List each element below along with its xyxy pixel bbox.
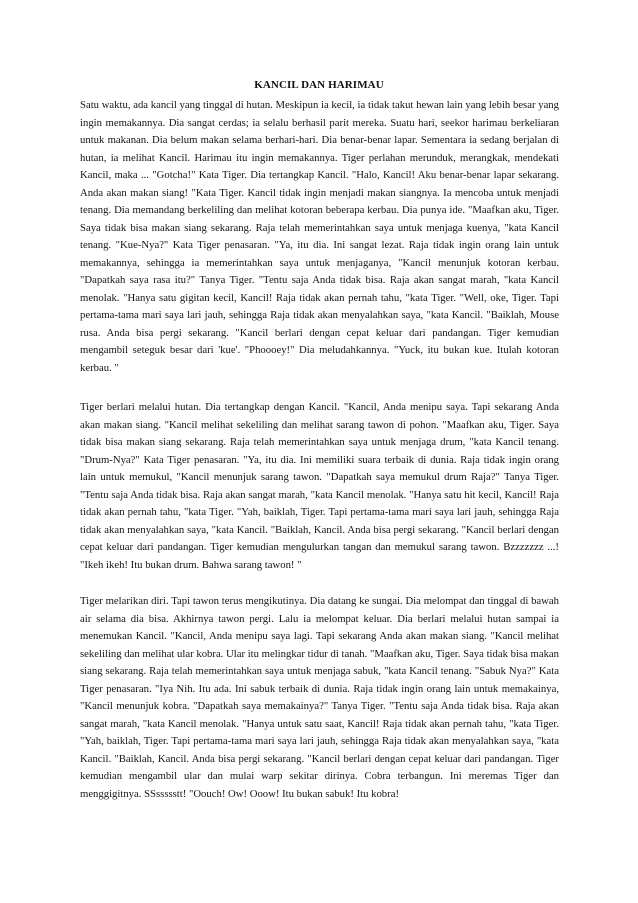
story-paragraph-1: Satu waktu, ada kancil yang tinggal di hutan. Meskipun ia kecil, ia tidak takut hewan lain yang lebih besar yang ingin memakannya. Dia sangat cerdas; ia selalu berhasil parit mereka. Suatu hari, seekor harimau berkeliaran untuk makanan. Dia belum makan selama berhari-hari. Dia benar-benar lapar. Sementara ia sedang berjalan di hutan, ia melihat Kancil. Harimau itu ingin memakannya. Tiger perlahan merunduk, merangkak, mendekati Kancil, maka ... "Gotcha!" Kata Tiger. Dia tertangkap Kancil. "Halo, Kancil! Aku benar-benar lapar sekarang. Anda akan makan siang! "Kata Tiger. Kancil tidak ingin menjadi makan siangnya. Ia mencoba untuk menjadi tenang. Dia memandang berkeliling dan melihat kotoran beberapa kerbau. Dia punya ide. "Maafkan aku, Tiger. Saya tidak bisa makan siang sekarang. Raja telah memerintahkan saya untuk menjaga kuenya, "kata Kancil tenang. "Kue-Nya?" Kata Tiger penasaran. "Ya, itu dia. Ini sangat lezat. Raja tidak ingin orang lain untuk memakannya, sehingga ia memerintahkan saya untuk menjaganya, "Kancil menunjuk kotoran kerbau. "Dapatkah saya rasa itu?" Tanya Tiger. "Tentu saja Anda tidak bisa. Raja akan sangat marah, "kata Kancil menolak. "Hanya satu gigitan kecil, Kancil! Raja tidak akan pernah tahu, "kata Tiger. "Well, oke, Tiger. Tapi pertama-tama mari saya lari jauh, sehingga Raja tidak akan menyalahkan saya, "kata Kancil. "Baiklah, Mouse rusa. Anda bisa pergi sekarang. "Kancil berlari dengan cepat keluar dari pandangan. Tiger kemudian mengambil seteguk besar dari 'kue'. "Phoooey!" Dia meludahkannya. "Yuck, itu bukan kue. Itulah kotoran kerbau. " — [80, 99, 559, 374]
story-paragraph-3: Tiger melarikan diri. Tapi tawon terus mengikutinya. Dia datang ke sungai. Dia melompat dan tinggal di bawah air selama dia bisa. Akhirnya tawon pergi. Lalu ia melompat keluar. Dia berlari melalui hutan sampai ia menemukan Kancil. "Kancil, Anda menipu saya lagi. Tapi sekarang Anda akan makan siang. "Kancil melihat sekeliling dan melihat ular kobra. Ular itu melingkar tidur di tanah. "Maafkan aku, Tiger. Saya tidak bisa makan siang sekarang. Raja telah memerintahkan saya untuk menjaga sabuk, "kata Kancil tenang. "Sabuk Nya?" Kata Tiger penasaran. "Iya Nih. Itu ada. Ini sabuk terbaik di dunia. Raja tidak ingin orang lain untuk memakainya, "Kancil menunjuk kobra. "Dapatkah saya memakainya?" Tanya Tiger. "Tentu saja Anda tidak bisa. Raja akan sangat marah, "kata Kancil menolak. "Hanya untuk satu saat, Kancil! Raja tidak akan pernah tahu, "kata Tiger. "Yah, baiklah, Tiger. Tapi pertama-tama mari saya lari jauh, sehingga Raja tidak akan menyalahkan saya, "kata Kancil. "Baiklah, Kancil. Anda bisa pergi sekarang. "Kancil berlari dengan cepat keluar dari pandangan. Tiger kemudian mengambil ular dan mulai warp sekitar dirinya. Cobra terbangun. Ini meremas Tiger dan menggigitnya. SSssssstt! "Oouch! Ow! Ooow! Itu bukan sabuk! Itu kobra! — [80, 595, 559, 800]
document-title: KANCIL DAN HARIMAU — [254, 79, 384, 91]
story-paragraph-2: Tiger berlari melalui hutan. Dia tertangkap dengan Kancil. "Kancil, Anda menipu saya. Tapi sekarang Anda akan makan siang. "Kancil melihat sekeliling dan melihat sarang tawon di pohon. "Maafkan aku, Tiger. Saya tidak bisa makan siang sekarang. Raja telah memerintahkan saya untuk menjaga drum, "kata Kancil tenang. "Drum-Nya?" Kata Tiger penasaran. "Ya, itu dia. Ini memiliki suara terbaik di dunia. Raja tidak ingin orang lain untuk memukul, "Kancil menunjuk sarang tawon. "Dapatkah saya memukul drum Raja?" Tanya Tiger. "Tentu saja Anda tidak bisa. Raja akan sangat marah, "kata Kancil menolak. "Hanya satu hit kecil, Kancil! Raja tidak akan pernah tahu, "kata Tiger. "Yah, baiklah, Tiger. Tapi pertama-tama mari saya lari jauh, sehingga Raja tidak akan menyalahkan saya, "kata Kancil. "Baiklah, Kancil. Anda bisa pergi sekarang. "Kancil berlari dengan cepat keluar dari pandangan. Tiger kemudian mengulurkan tangan dan memukul sarang tawon. Bzzzzzzz ...! "Ikeh ikeh! Itu bukan drum. Bahwa sarang tawon! " — [80, 401, 559, 571]
